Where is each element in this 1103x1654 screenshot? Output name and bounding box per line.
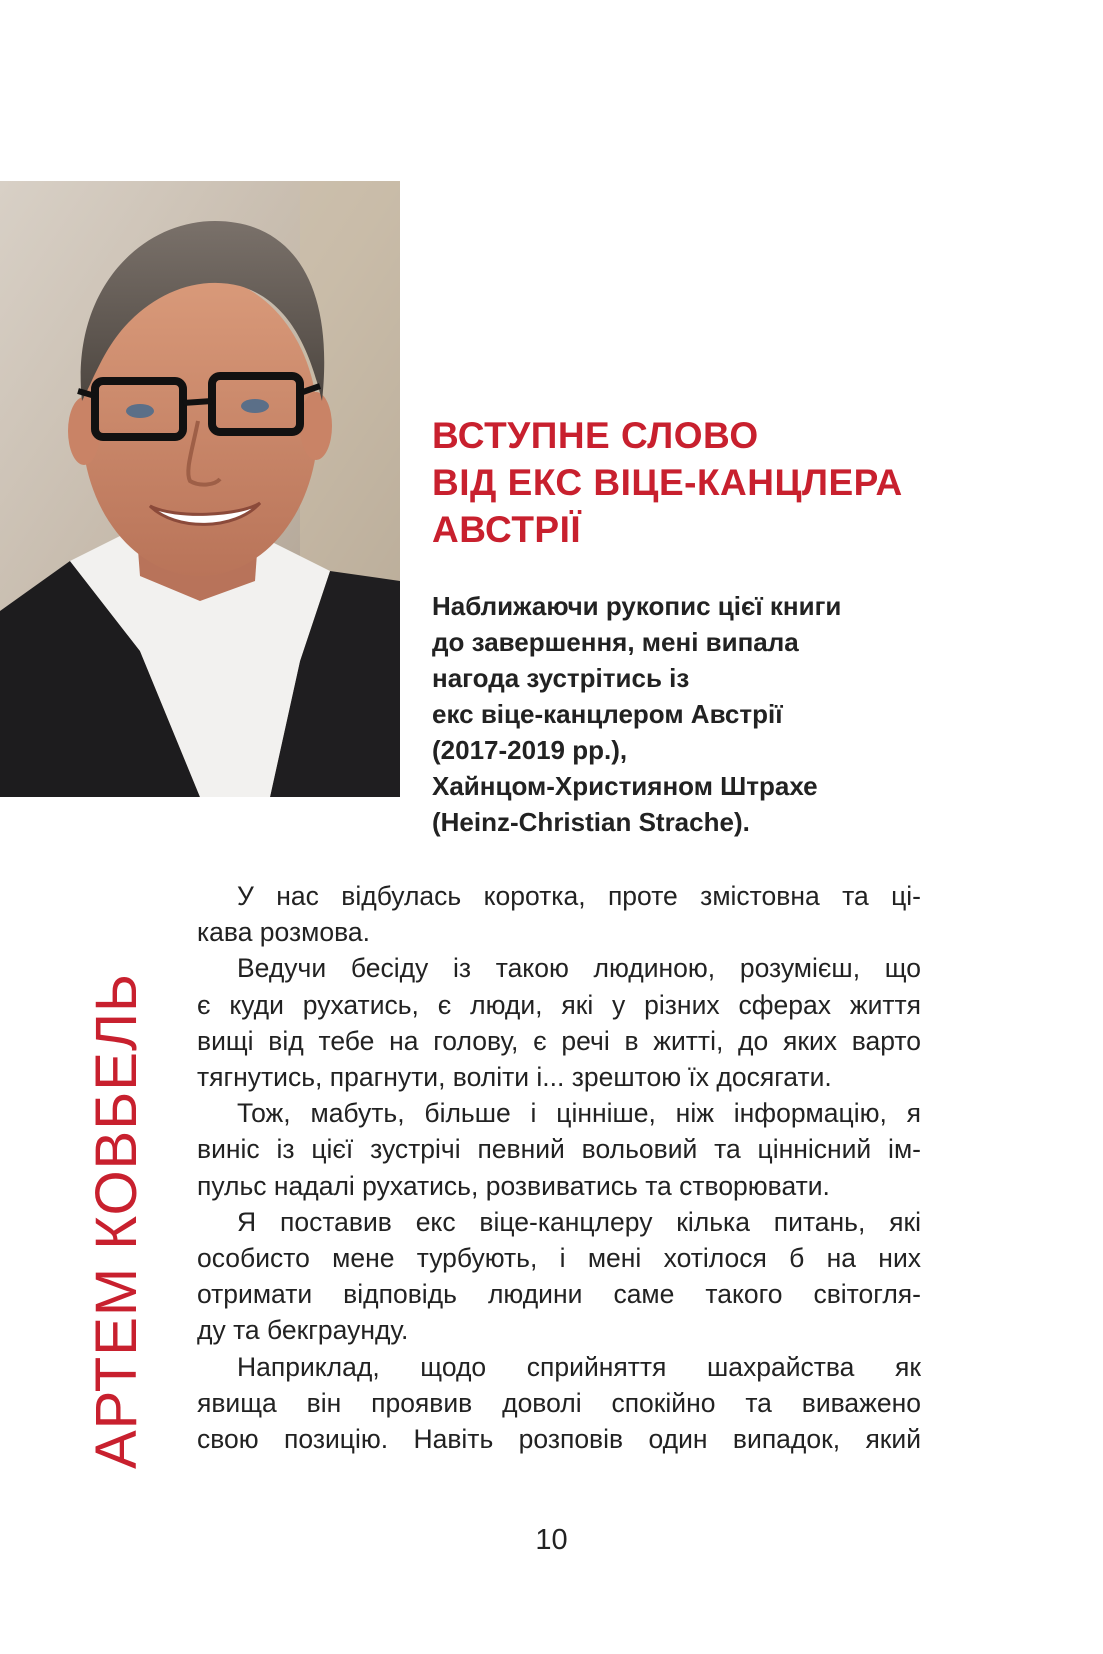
body-line: Ведучи бесіду із такою людиною, розумієш, що xyxy=(237,953,921,984)
body-line: кава розмова. xyxy=(197,917,370,948)
body-line: ду та бекграунду. xyxy=(197,1315,409,1346)
body-line: отримати відповідь людини саме такого світогля- xyxy=(197,1279,921,1310)
page-number: 10 xyxy=(535,1524,568,1556)
heading-line-3: АВСТРІЇ xyxy=(432,509,582,550)
intro-line: до завершення, мені випала xyxy=(432,627,799,657)
body-line: У нас відбулась коротка, проте змістовна та ці- xyxy=(237,881,921,911)
body-line: явища він проявив доволі спокійно та виважено xyxy=(197,1387,921,1418)
author-name-vertical: АРТЕМ КОВБЕЛЬ xyxy=(84,972,149,1469)
body-line: є куди рухатись, є люди, які у різних сферах життя xyxy=(197,989,921,1020)
body-line: Я поставив екс віце-канцлеру кілька питань, які xyxy=(237,1206,921,1237)
body-line: пульс надалі рухатись, розвиватись та створювати. xyxy=(197,1170,830,1201)
heading-line-2: ВІД ЕКС ВІЦЕ-КАНЦЛЕРА xyxy=(432,462,903,503)
body-text xyxy=(197,878,921,1457)
body-line: Тож, мабуть, більше і цінніше, ніж інформацію, я xyxy=(237,1098,921,1129)
intro-line: нагода зустрітись із xyxy=(432,663,690,693)
intro-paragraph xyxy=(432,588,1072,840)
intro-line: екс віце-канцлером Австрії xyxy=(432,699,783,729)
author-portrait-photo xyxy=(0,181,400,797)
body-line: особисто мене турбують, і мені хотілося б на них xyxy=(197,1243,921,1274)
body-line: Наприклад, щодо сприйняття шахрайства як xyxy=(237,1351,921,1382)
portrait-illustration xyxy=(0,181,400,797)
body-line: виніс із цієї зустрічі певний вольовий та ціннісний ім- xyxy=(197,1134,921,1165)
intro-line: Наближаючи рукопис цієї книги xyxy=(432,591,842,621)
intro-line: Хайнцом-Християном Штрахе xyxy=(432,771,818,801)
heading-line-1: ВСТУПНЕ СЛОВО xyxy=(432,415,759,456)
section-heading xyxy=(432,412,1072,553)
body-line: свою позицію. Навіть розповів один випадок, який xyxy=(197,1424,921,1455)
body-line: вищі від тебе на голову, є речі в житті, до яких варто xyxy=(197,1025,921,1056)
body-line: тягнутись, прагнути, воліти і... зрештою їх досягати. xyxy=(197,1062,832,1093)
intro-line: (2017-2019 рр.), xyxy=(432,735,628,765)
intro-line: (Heinz-Christian Strache). xyxy=(432,807,750,837)
